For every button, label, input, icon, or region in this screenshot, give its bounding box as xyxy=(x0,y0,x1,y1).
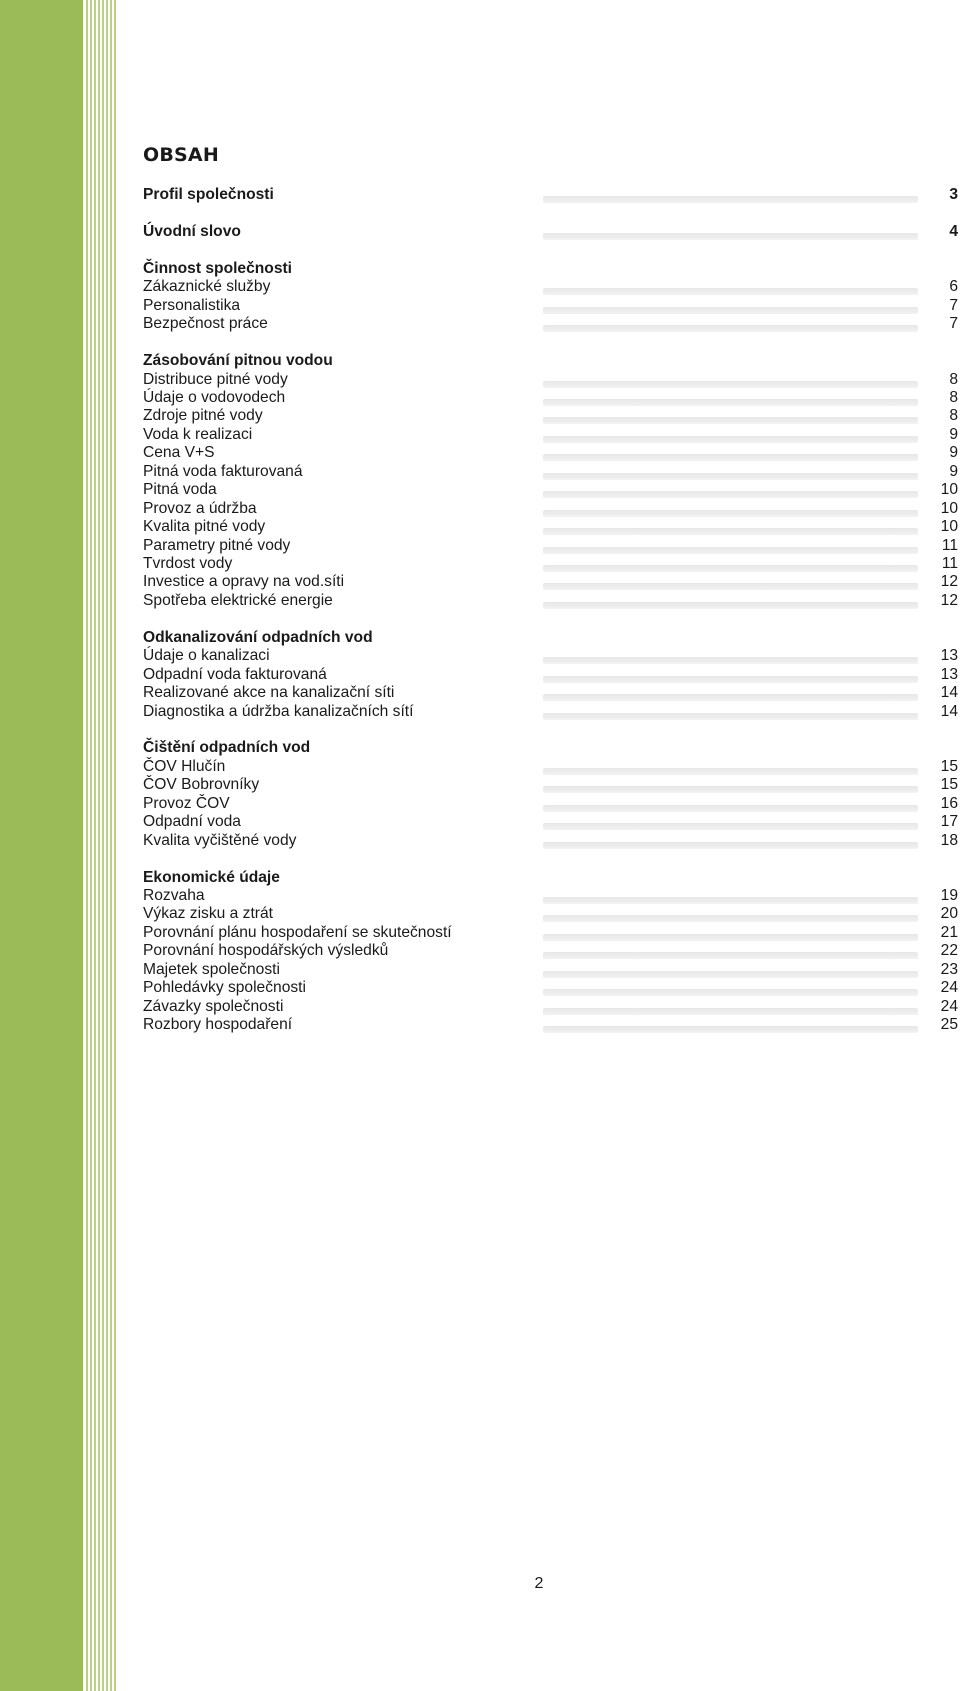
toc-entry-label: Porovnání plánu hospodaření se skutečností xyxy=(143,923,452,941)
toc-title: OBSAH xyxy=(143,144,219,166)
toc-page-number: 15 xyxy=(940,757,958,775)
toc-page-number: 24 xyxy=(940,979,958,997)
toc-entry[interactable] xyxy=(143,389,958,407)
toc-page-number: 21 xyxy=(940,923,958,941)
table-of-contents xyxy=(143,186,958,1053)
toc-heading-label: Úvodní slovo xyxy=(143,222,241,240)
toc-entry[interactable] xyxy=(143,979,958,997)
toc-entry-label: Kvalita pitné vody xyxy=(143,518,266,536)
toc-entry-label: Spotřeba elektrické energie xyxy=(143,591,333,609)
toc-entry[interactable] xyxy=(143,795,958,813)
toc-page-number: 9 xyxy=(949,444,958,462)
toc-entry[interactable] xyxy=(143,942,958,960)
toc-page-number: 8 xyxy=(949,407,958,425)
decorative-stripe xyxy=(86,0,88,1691)
toc-entry-label: Odpadní voda fakturovaná xyxy=(143,665,327,683)
toc-entry-label: Odpadní voda xyxy=(143,813,241,831)
toc-section xyxy=(143,223,958,241)
toc-section xyxy=(143,739,958,850)
toc-page-number: 20 xyxy=(940,905,958,923)
toc-heading-label: Ekonomické údaje xyxy=(143,868,280,886)
toc-page-number: 8 xyxy=(949,370,958,388)
toc-page-number: 22 xyxy=(940,942,958,960)
toc-entry[interactable] xyxy=(143,924,958,942)
decorative-stripe xyxy=(106,0,108,1691)
toc-page-number: 10 xyxy=(940,518,958,536)
toc-page-number: 13 xyxy=(940,647,958,665)
toc-section xyxy=(143,260,958,334)
toc-entry[interactable] xyxy=(143,537,958,555)
toc-entry-label: ČOV Hlučín xyxy=(143,757,226,775)
toc-entry-label: Pitná voda fakturovaná xyxy=(143,462,303,480)
toc-leader-line xyxy=(543,971,918,978)
toc-entry-label: Pitná voda xyxy=(143,481,217,499)
toc-leader-line xyxy=(543,897,918,904)
toc-entry[interactable] xyxy=(143,407,958,425)
toc-entry[interactable] xyxy=(143,1016,958,1034)
toc-entry[interactable] xyxy=(143,573,958,591)
left-decorative-band xyxy=(0,0,83,1691)
toc-leader-line xyxy=(543,915,918,922)
toc-page-number: 17 xyxy=(940,813,958,831)
toc-entry-label: Personalistika xyxy=(143,296,241,314)
toc-section xyxy=(143,186,958,204)
toc-leader-line xyxy=(543,768,918,775)
toc-entry-label: Porovnání hospodářských výsledků xyxy=(143,942,389,960)
toc-leader-line xyxy=(543,1026,918,1033)
toc-entry[interactable] xyxy=(143,961,958,979)
toc-entry-label: Závazky společnosti xyxy=(143,997,284,1015)
toc-entry[interactable] xyxy=(143,463,958,481)
page-number: 2 xyxy=(534,1575,544,1592)
toc-entry-label: Údaje o kanalizaci xyxy=(143,647,270,665)
toc-entry[interactable] xyxy=(143,813,958,831)
toc-section-heading[interactable] xyxy=(143,869,958,887)
toc-entry[interactable] xyxy=(143,315,958,333)
toc-leader-line xyxy=(543,713,918,720)
toc-page-number: 18 xyxy=(940,831,958,849)
toc-entry[interactable] xyxy=(143,278,958,296)
toc-entry-label: Rozbory hospodaření xyxy=(143,1016,293,1034)
toc-heading-label: Odkanalizování odpadních vod xyxy=(143,628,373,646)
toc-page-number: 7 xyxy=(949,296,958,314)
toc-page-number: 7 xyxy=(949,315,958,333)
decorative-stripe xyxy=(90,0,92,1691)
toc-entry[interactable] xyxy=(143,998,958,1016)
toc-leader-line xyxy=(543,786,918,793)
toc-leader-line xyxy=(543,565,918,572)
toc-leader-line xyxy=(543,307,918,314)
toc-section-heading[interactable] xyxy=(143,629,958,647)
toc-section-heading[interactable] xyxy=(143,260,958,278)
toc-leader-line xyxy=(543,288,918,295)
toc-page-number: 23 xyxy=(940,960,958,978)
toc-entry[interactable] xyxy=(143,887,958,905)
toc-entry[interactable] xyxy=(143,500,958,518)
toc-entry[interactable] xyxy=(143,297,958,315)
toc-entry-label: Zdroje pitné vody xyxy=(143,407,263,425)
toc-entry[interactable] xyxy=(143,555,958,573)
toc-leader-line xyxy=(543,325,918,332)
toc-entry-label: Kvalita vyčištěné vody xyxy=(143,831,297,849)
toc-entry-label: Distribuce pitné vody xyxy=(143,370,288,388)
toc-page-number: 4 xyxy=(949,222,958,240)
decorative-stripe xyxy=(114,0,116,1691)
toc-entry-label: Tvrdost vody xyxy=(143,554,233,572)
toc-leader-line xyxy=(543,1008,918,1015)
toc-entry-label: Pohledávky společnosti xyxy=(143,979,306,997)
toc-section xyxy=(143,869,958,1035)
toc-page-number: 8 xyxy=(949,389,958,406)
toc-leader-line xyxy=(543,417,918,424)
toc-leader-line xyxy=(543,989,918,996)
decorative-stripe xyxy=(94,0,96,1691)
toc-heading-label: Profil společnosti xyxy=(143,186,274,203)
toc-entry-label: Bezpečnost práce xyxy=(143,315,268,333)
toc-leader-line xyxy=(543,805,918,812)
toc-entry[interactable] xyxy=(143,426,958,444)
toc-entry-label: Údaje o vodovodech xyxy=(143,389,286,406)
toc-leader-line xyxy=(543,473,918,480)
toc-entry-label: Investice a opravy na vod.síti xyxy=(143,573,345,591)
toc-page-number: 15 xyxy=(940,776,958,794)
toc-entry[interactable] xyxy=(143,481,958,499)
toc-page-number: 14 xyxy=(940,702,958,720)
toc-leader-line xyxy=(543,510,918,517)
toc-page-number: 10 xyxy=(940,481,958,499)
toc-page-number: 9 xyxy=(949,462,958,480)
toc-leader-line xyxy=(543,583,918,590)
toc-entry[interactable] xyxy=(143,518,958,536)
toc-leader-line xyxy=(543,196,918,203)
toc-entry[interactable] xyxy=(143,776,958,794)
toc-entry[interactable] xyxy=(143,703,958,721)
toc-entry-label: Voda k realizaci xyxy=(143,425,253,443)
toc-entry-label: Rozvaha xyxy=(143,887,205,904)
toc-entry[interactable] xyxy=(143,832,958,850)
decorative-stripe xyxy=(110,0,112,1691)
toc-page-number: 25 xyxy=(940,1016,958,1034)
toc-page-number: 19 xyxy=(940,887,958,904)
toc-leader-line xyxy=(543,528,918,535)
toc-entry-label: Parametry pitné vody xyxy=(143,536,291,554)
toc-entry[interactable] xyxy=(143,666,958,684)
toc-leader-line xyxy=(543,657,918,664)
toc-page-number: 11 xyxy=(941,536,958,554)
decorative-stripe xyxy=(102,0,104,1691)
toc-section-heading[interactable] xyxy=(143,739,958,757)
toc-entry[interactable] xyxy=(143,758,958,776)
decorative-stripe xyxy=(98,0,100,1691)
toc-entry[interactable] xyxy=(143,905,958,923)
toc-leader-line xyxy=(543,676,918,683)
toc-leader-line xyxy=(543,381,918,388)
toc-page-number: 11 xyxy=(941,554,958,572)
toc-leader-line xyxy=(543,602,918,609)
toc-entry-label: Provoz ČOV xyxy=(143,794,230,812)
toc-entry[interactable] xyxy=(143,684,958,702)
toc-leader-line xyxy=(543,934,918,941)
toc-entry[interactable] xyxy=(143,592,958,610)
toc-leader-line xyxy=(543,491,918,498)
toc-section xyxy=(143,629,958,721)
toc-entry-label: Zákaznické služby xyxy=(143,278,271,296)
toc-section-heading[interactable] xyxy=(143,223,958,241)
toc-heading-label: Čištění odpadních vod xyxy=(143,739,311,757)
toc-heading-label: Činnost společnosti xyxy=(143,259,293,277)
toc-page-number: 12 xyxy=(940,573,958,591)
toc-section-heading[interactable] xyxy=(143,352,958,370)
toc-page-number: 24 xyxy=(940,997,958,1015)
toc-leader-line xyxy=(543,823,918,830)
toc-page-number: 10 xyxy=(940,499,958,517)
toc-leader-line xyxy=(543,436,918,443)
toc-page-number: 13 xyxy=(940,665,958,683)
toc-leader-line xyxy=(543,547,918,554)
toc-entry-label: ČOV Bobrovníky xyxy=(143,776,260,794)
toc-leader-line xyxy=(543,399,918,406)
toc-leader-line xyxy=(543,694,918,701)
toc-entry[interactable] xyxy=(143,444,958,462)
toc-leader-line xyxy=(543,454,918,461)
toc-entry-label: Majetek společnosti xyxy=(143,960,280,978)
toc-entry[interactable] xyxy=(143,647,958,665)
toc-leader-line xyxy=(543,233,918,240)
toc-heading-label: Zásobování pitnou vodou xyxy=(143,352,333,370)
toc-page-number: 6 xyxy=(949,278,958,296)
toc-page-number: 14 xyxy=(940,684,958,702)
toc-page-number: 16 xyxy=(940,794,958,812)
toc-entry-label: Diagnostika a údržba kanalizačních sítí xyxy=(143,702,414,720)
toc-leader-line xyxy=(543,842,918,849)
toc-page-number: 9 xyxy=(949,425,958,443)
toc-section xyxy=(143,352,958,610)
toc-entry-label: Realizované akce na kanalizační síti xyxy=(143,684,395,702)
toc-page-number: 3 xyxy=(949,186,958,203)
toc-page-number: 12 xyxy=(940,591,958,609)
toc-leader-line xyxy=(543,952,918,959)
toc-entry-label: Výkaz zisku a ztrát xyxy=(143,905,273,923)
toc-section-heading[interactable] xyxy=(143,186,958,204)
toc-entry[interactable] xyxy=(143,371,958,389)
toc-entry-label: Provoz a údržba xyxy=(143,499,257,517)
toc-entry-label: Cena V+S xyxy=(143,444,215,462)
